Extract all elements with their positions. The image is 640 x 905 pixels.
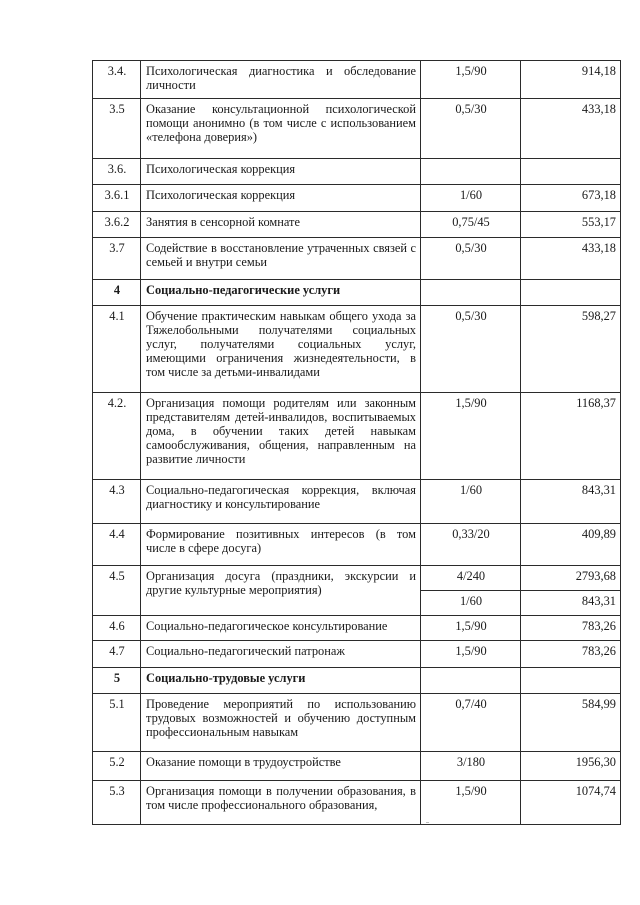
row-number: 3.7 (93, 238, 141, 280)
service-name: Психологическая коррекция (141, 159, 421, 185)
service-price-alt: 843,31 (521, 591, 621, 616)
row-number: 5.1 (93, 694, 141, 752)
table-row (93, 616, 621, 641)
table-row (93, 781, 621, 825)
service-name: Организация помощи родителям или законным представителям детей-инвалидов, воспитываемых дома, в обучении таких детей навыкам самообслуживания, общения, направленным на развитие личности (141, 393, 421, 480)
service-price (521, 668, 621, 694)
service-price: 2793,68 (521, 566, 621, 591)
row-number: 3.5 (93, 99, 141, 159)
service-time: 4/240 (421, 566, 521, 591)
service-time (421, 159, 521, 185)
service-name: Организация досуга (праздники, экскурсии и другие культурные мероприятия) (141, 566, 421, 616)
service-name: Психологическая диагностика и обследование личности (141, 61, 421, 99)
service-price: 783,26 (521, 616, 621, 641)
table-row (93, 159, 621, 185)
service-time: 0,75/45 (421, 212, 521, 238)
services-tariff-table (92, 60, 621, 825)
row-number: 3.6.2 (93, 212, 141, 238)
service-name: Проведение мероприятий по использованию трудовых возможностей и обучению доступным профессиональным навыкам (141, 694, 421, 752)
table-row (93, 566, 621, 591)
service-price: 409,89 (521, 524, 621, 566)
service-time: 1,5/90 (421, 641, 521, 668)
service-price: 584,99 (521, 694, 621, 752)
service-time: 0,5/30 (421, 306, 521, 393)
row-number: 4.2. (93, 393, 141, 480)
service-name: Организация помощи в получении образования, в том числе профессионального образования, (141, 781, 421, 825)
section-row (93, 280, 621, 306)
service-time: 1,5/90 (421, 616, 521, 641)
table-row (93, 641, 621, 668)
service-time: 1,5/90 (421, 61, 521, 99)
service-time: 3/180 (421, 752, 521, 781)
section-number: 5 (93, 668, 141, 694)
service-price: 1956,30 (521, 752, 621, 781)
row-number: 4.6 (93, 616, 141, 641)
table-row (93, 99, 621, 159)
row-number: 4.5 (93, 566, 141, 616)
service-price (521, 159, 621, 185)
service-name: Оказание помощи в трудоустройстве (141, 752, 421, 781)
service-name: Социально-педагогический патронаж (141, 641, 421, 668)
table-row (93, 480, 621, 524)
service-time: 0,5/30 (421, 99, 521, 159)
row-number: 3.6. (93, 159, 141, 185)
service-name: Оказание консультационной психологической помощи анонимно (в том числе с использованием «телефона доверия») (141, 99, 421, 159)
row-number: 4.4 (93, 524, 141, 566)
section-title: Социально-педагогические услуги (141, 280, 421, 306)
table-row (93, 238, 621, 280)
service-time: 1,5/90 (421, 781, 521, 825)
service-price: 553,17 (521, 212, 621, 238)
service-time: 1/60 (421, 185, 521, 212)
table-row (93, 306, 621, 393)
row-number: 4.7 (93, 641, 141, 668)
service-name: Обучение практическим навыкам общего ухода за Тяжелобольными получателями социальных услуг, получателями социальных услуг, имеющими ограничения жизнедеятельности, в том числе за детьми-инвалидами (141, 306, 421, 393)
service-time: 0,33/20 (421, 524, 521, 566)
service-price: 433,18 (521, 238, 621, 280)
service-time: 1/60 (421, 480, 521, 524)
service-name: Социально-педагогическая коррекция, включая диагностику и консультирование (141, 480, 421, 524)
row-number: 5.3 (93, 781, 141, 825)
row-number: 4.1 (93, 306, 141, 393)
row-number: 3.6.1 (93, 185, 141, 212)
service-price: 783,26 (521, 641, 621, 668)
service-name: Психологическая коррекция (141, 185, 421, 212)
service-price: 914,18 (521, 61, 621, 99)
service-price: 598,27 (521, 306, 621, 393)
table-row (93, 61, 621, 99)
table-row (93, 185, 621, 212)
row-number: 3.4. (93, 61, 141, 99)
section-row (93, 668, 621, 694)
service-time-alt: 1/60 (421, 591, 521, 616)
section-number: 4 (93, 280, 141, 306)
service-name: Социально-педагогическое консультирование (141, 616, 421, 641)
table-row (93, 393, 621, 480)
service-price: 1168,37 (521, 393, 621, 480)
service-time (421, 668, 521, 694)
service-price (521, 280, 621, 306)
service-price: 1074,74 (521, 781, 621, 825)
service-name: Формирование позитивных интересов (в том числе в сфере досуга) (141, 524, 421, 566)
service-name: Занятия в сенсорной комнате (141, 212, 421, 238)
service-name: Содействие в восстановление утраченных связей с семьей и внутри семьи (141, 238, 421, 280)
scan-speck (426, 822, 429, 823)
table-row (93, 524, 621, 566)
service-price: 673,18 (521, 185, 621, 212)
table-row (93, 694, 621, 752)
service-time: 0,5/30 (421, 238, 521, 280)
service-time: 1,5/90 (421, 393, 521, 480)
service-price: 843,31 (521, 480, 621, 524)
row-number: 5.2 (93, 752, 141, 781)
service-time: 0,7/40 (421, 694, 521, 752)
table-row (93, 212, 621, 238)
service-time (421, 280, 521, 306)
table-row (93, 752, 621, 781)
row-number: 4.3 (93, 480, 141, 524)
section-title: Социально-трудовые услуги (141, 668, 421, 694)
service-price: 433,18 (521, 99, 621, 159)
